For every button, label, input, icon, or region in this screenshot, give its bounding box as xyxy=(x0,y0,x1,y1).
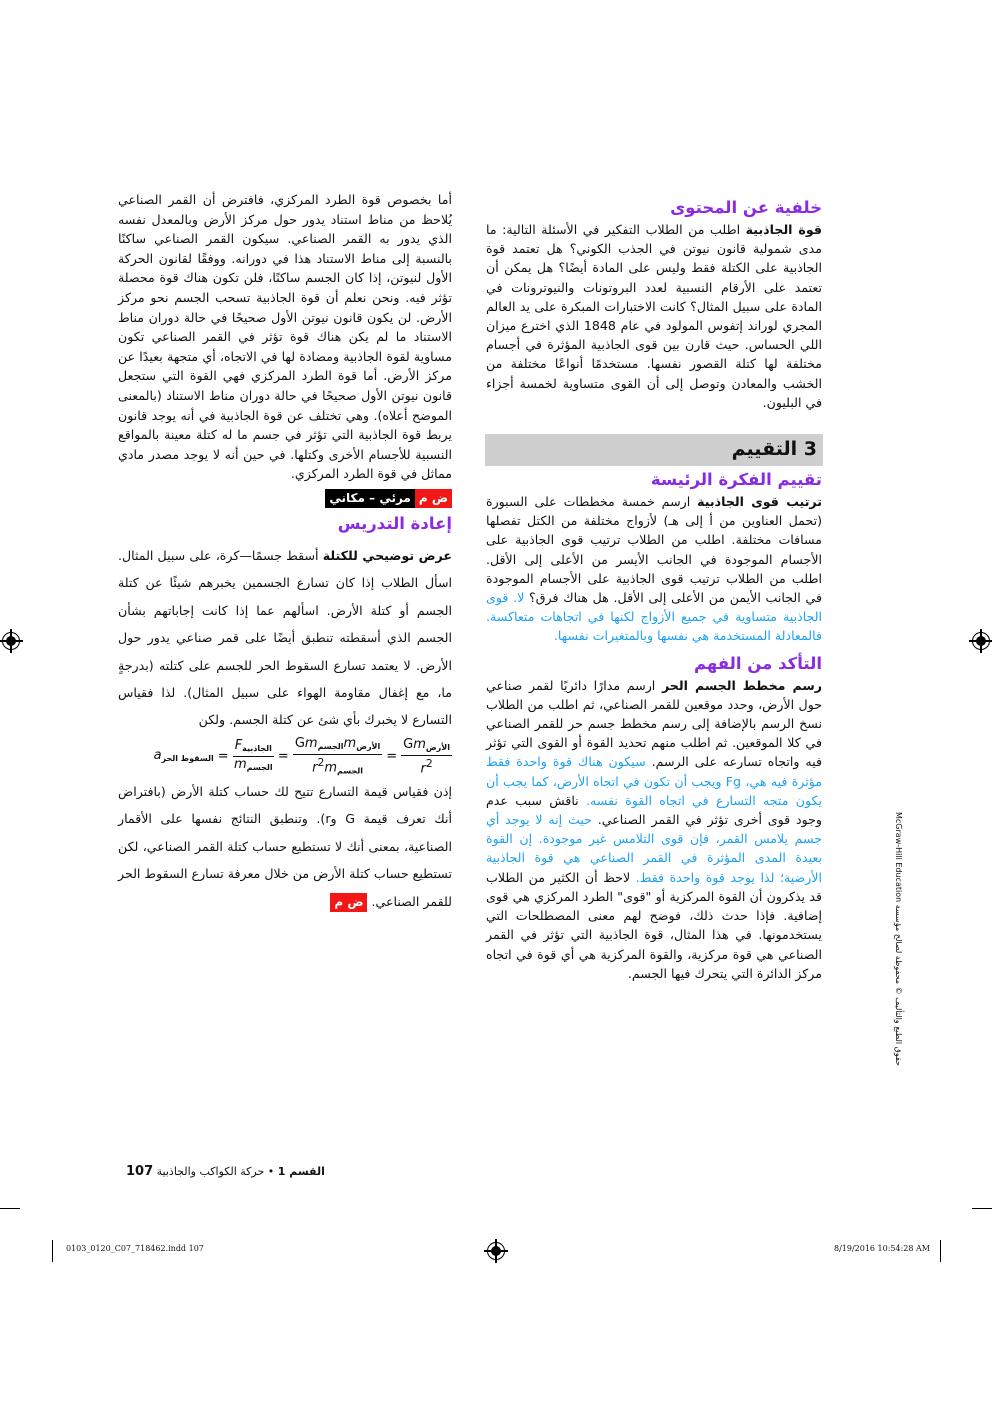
registration-mark-icon xyxy=(2,632,20,650)
subscript: الجسم xyxy=(317,741,344,751)
symbol: m xyxy=(413,737,426,753)
text: اطلب من الطلاب التفكير في الأسئلة التالية: ما مدى شمولية قانون نيوتن في الجذب الكوني؟ هل تعتمد قوة الجاذبية على الكتلة فقط وليس على المادة أيضًا؟ هل يمكن أن تعتمد على الأرقام النسبية لعدد البروتونات والنيوترونات في المادة على سبيل المثال؟ كانت الاختبارات المبكرة على يد العالم المجري لوراند إتفوس المولود في عام 1848 الذي اخترع ميزان اللي الحساس. حيث قارن بين قوى الجاذبية المؤثرة في أجسام مختلفة لها كتلة القصور نفسها. مستخدمًا أنواعًا مختلفة من الخشب والمعادن وتوصل إلى أن القوى متساوية لخمسة أجزاء في البليون. xyxy=(486,222,822,410)
centrifugal-paragraph: أما بخصوص قوة الطرد المركزي، فافترض أن القمر الصناعي يُلاحظ من مناط استناد يدور حول مركز الأرض وبالمعدل نفسه الذي يدور به القمر الصناعي. سيكون القمر الصناعي ساكنًا بالنسبة إلى مناط الاستناد هذا في دورانه. ووفقًا لقانون الحركة الأول لنيوتن، إذا كان الجسم ساكنًا، فلن تكون هناك قوة محصلة تؤثر فيه. ونحن نعلم أن قوة الجاذبية تسحب الجسم نحو مركز الأرض. لن يكون قانون نيوتن الأول صحيحًا في حالة دوران مناط الاستناد ما لم يكن هناك قوة تؤثر في القمر الصناعي تكون مساوية لقوة الجاذبية ومضادة لها في الاتجاه، أي متجهة بعيدًا عن مركز الأرض. أما قوة الطرد المركزي فهي القوة التي ستجعل قانون نيوتن الأول صحيحًا في حالة دوران مناط الاستناد (بالمعنى الموضح أعلاه). وهي تختلف عن قوة الجاذبية في أنه يوجد قانون يربط قوة الجاذبية التي تؤثر في جسم ما له كتلة معينة بالمواقع النسبية للأجسام الأخرى وكتلها. في حين أنه لا يوجد مصدر مادي مماثل في قوة الطرد المركزي. xyxy=(118,192,452,482)
equals: = xyxy=(277,749,289,765)
term: قوة الجاذبية xyxy=(745,222,822,237)
check-paragraph xyxy=(486,676,822,983)
exponent: 2 xyxy=(425,757,433,771)
conclusion-paragraph xyxy=(118,778,452,915)
term: رسم مخطط الجسم الحر xyxy=(661,677,822,693)
left-column xyxy=(118,190,452,915)
section-label: القسم 1 xyxy=(277,1165,325,1178)
fraction-3 xyxy=(401,737,452,776)
slug-filename: 0103_0120_C07_718462.indd 107 xyxy=(66,1244,204,1253)
text: ناقش سبب عدم وجود قوى أخرى تؤثر في القمر الصناعي. xyxy=(486,792,822,828)
symbol: r xyxy=(312,760,318,776)
badge-em: ض م xyxy=(415,489,452,508)
subscript: الأرض xyxy=(356,741,381,751)
demo-paragraph xyxy=(118,542,452,734)
text: أسقط جسمًا—كرة، على سبيل المثال. اسأل الطلاب إذا كان تسارع الجسمين يخبرهم شيئًا عن كتلة الجسم أو كتلة الأرض. اسألهم عما إذا كانت إجاباتهم بشأن الجسم الذي أسقطته تنطبق أيضًا على قمر صناعي يدور حول الأرض. لا يعتمد تسارع السقوط الحر للجسم على كتلته (بدرجةٍ ما، مع إغفال مقاومة الهواء على سبيل المثال). لذا فقياس التسارع لا يخبرك بأي شئ عن كتلة الجسم. ولكن xyxy=(118,547,452,728)
crop-mark xyxy=(52,1240,53,1262)
equals: = xyxy=(217,749,229,765)
background-heading: خلفية عن المحتوى xyxy=(670,198,822,217)
main-idea-paragraph xyxy=(486,492,822,646)
crop-mark xyxy=(0,1208,20,1209)
subscript: الجاذبية xyxy=(242,744,272,754)
answer: سيكون هناك قوة واحدة فقط مؤثرة فيه هي، Fg ويجب أن تكون في اتجاه الأرض، كما يجب أن يكون متجه التسارع في اتجاه القوة نفسه. xyxy=(486,754,822,808)
free-fall-equation xyxy=(118,736,452,778)
copyright-notice: حقوق الطبع والتأليف © محفوظة لصالح مؤسسة McGraw-Hill Education xyxy=(894,812,903,1066)
text: ارسم خمسة مخططات على السبورة (تحمل العناوين من أ إلى هـ) لأزواج مختلفة من الكتل تفصلها مسافات مختلفة. اطلب من الطلاب ترتيب قوى الجاذبية على الأجسام الموجودة في الجانب الأيسر من الأعلى إلى الأقل. اطلب من الطلاب ترتيب قوى الجاذبية على الأجسام الموجودة في الجانب الأيمن من الأعلى إلى الأقل. هل هناك فرق؟ xyxy=(486,494,822,606)
subscript: الجسم xyxy=(246,763,273,773)
fraction-1 xyxy=(233,738,274,775)
section-bar: 3 التقييم xyxy=(485,434,823,466)
registration-mark-icon xyxy=(487,1242,505,1260)
subscript: السقوط الحر xyxy=(161,753,214,763)
answer: لا. قوى الجاذبية متساوية في جميع الأزواج لكنها في اتجاهات متعاكسة. فالمعادلة المستخدمة هي نفسها وبالمتغيرات نفسها. xyxy=(486,590,822,644)
exponent: 2 xyxy=(317,755,325,769)
background-paragraph xyxy=(486,220,822,412)
equals: = xyxy=(386,749,398,765)
main-idea-heading: تقييم الفكرة الرئيسة xyxy=(650,470,822,490)
page-footer xyxy=(116,1164,325,1179)
bullet: • xyxy=(267,1165,275,1178)
chapter-title: حركة الكواكب والجاذبية xyxy=(156,1165,265,1178)
symbol: a xyxy=(153,747,162,763)
text: لاحظ أن الكثير من الطلاب قد يذكرون أن القوة المركزية أو "قوى" الطرد المركزي هي قوى إضافية. فإذا حدث ذلك، فوضح لهم معنى المصطلحات التي يستخدمونها. في هذا المثال، قوة الجاذبية التي تؤثر في القمر الصناعي هي قوة مركزية، والقوة المركزية هي أي قوة في اتجاه مركز الدائرة التي يتحرك فيها الجسم. xyxy=(486,869,822,981)
symbol: m xyxy=(343,735,357,751)
page-number: 107 xyxy=(126,1164,154,1179)
symbol: m xyxy=(304,735,318,751)
eq-lhs xyxy=(154,746,214,769)
symbol: F xyxy=(234,738,243,754)
check-heading: التأكد من الفهم xyxy=(693,653,822,673)
subscript: الأرض xyxy=(425,743,450,753)
registration-mark-icon xyxy=(972,632,990,650)
answer: حيث إنه لا يوجد أي جسم يلامس القمر، فإن قوى التلامس غير موجودة. إن القوة بعيدة المدى المؤثرة في القمر الصناعي هي قوة الجاذبية الأرضية؛ لذا يوجد قوة واحدة فقط. xyxy=(486,812,822,885)
crop-mark xyxy=(972,1208,992,1209)
crop-mark xyxy=(940,1240,941,1262)
term: ترتيب قوى الجاذبية xyxy=(697,494,822,510)
right-column xyxy=(486,196,822,983)
symbol: G xyxy=(294,735,305,751)
symbol: m xyxy=(324,760,338,776)
badges xyxy=(118,488,452,508)
badge-em: ض م xyxy=(330,893,367,912)
term: عرض توضيحي للكتلة xyxy=(322,547,452,563)
symbol: G xyxy=(403,737,414,753)
badge-visual-spatial: مرئي – مكاني xyxy=(325,489,414,508)
reteach-heading: إعادة التدريس xyxy=(337,513,452,533)
text: ارسم مدارًا دائريًا لقمر صناعي حول الأرض، وحدد موقعين للقمر الصناعي، ثم اطلب من الطلاب نسخ الرسم بالإضافة إلى رسم مخطط جسم حر للقمر الصناعي في كلا الموقعين. ثم اطلب منهم تحديد القوة أو القوى التي تؤثر فيه واتجاه تسارعه على الرسم. xyxy=(486,677,822,770)
text: إذن فقياس قيمة التسارع تتيح لك حساب كتلة الأرض (بافتراض أنك تعرف قيمة G وr). وتنطبق النتائج نفسها على الأقمار الصناعية، بمعنى أنك لا تستطيع حساب كتلة القمر الصناعي، لكن تستطيع حساب كتلة الأرض من خلال معرفة تسارع السقوط الحر للقمر الصناعي. xyxy=(118,784,452,909)
symbol: r xyxy=(420,761,426,777)
symbol: m xyxy=(234,757,247,773)
fraction-2 xyxy=(293,736,382,778)
slug-datetime: 8/19/2016 10:54:28 AM xyxy=(833,1244,930,1253)
subscript: الجسم xyxy=(337,766,363,776)
